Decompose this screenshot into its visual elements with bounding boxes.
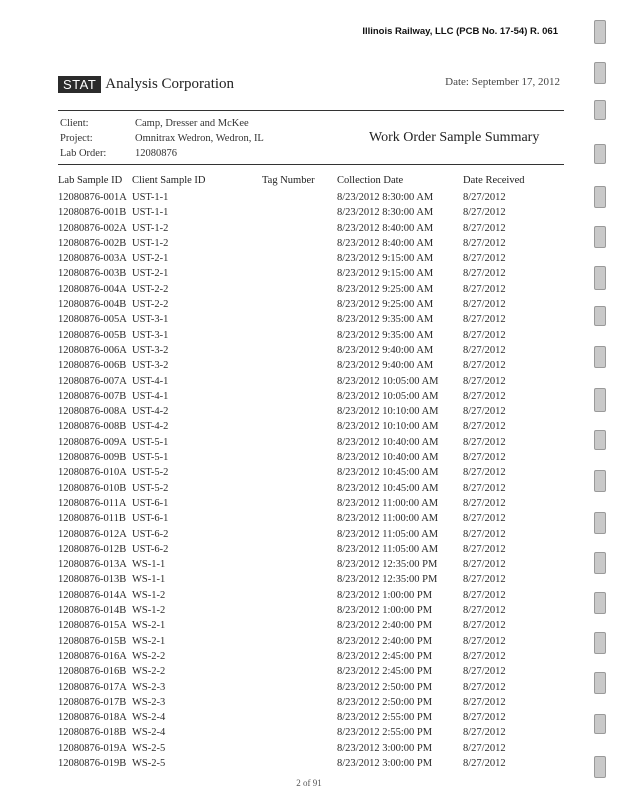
project-label: Project:: [60, 133, 93, 144]
collection-date-cell: 8/23/2012 9:25:00 AM: [337, 299, 434, 311]
collection-date-cell: 8/23/2012 8:40:00 AM: [337, 222, 434, 234]
table-row: [0, 588, 618, 603]
date-received-cell: 8/27/2012: [463, 528, 506, 540]
scan-edge-marker: [594, 266, 606, 290]
page-number: 2 of 91: [296, 778, 322, 788]
collection-date-cell: 8/23/2012 10:45:00 AM: [337, 482, 439, 494]
lab-sample-id-cell: 12080876-003B: [58, 268, 127, 280]
lab-sample-id-cell: 12080876-012B: [58, 543, 127, 555]
table-row: [0, 756, 618, 771]
collection-date-cell: 8/23/2012 10:05:00 AM: [337, 375, 439, 387]
scan-edge-marker: [594, 632, 606, 654]
table-row: [0, 190, 618, 205]
client-sample-id-cell: UST-1-2: [132, 222, 169, 234]
lab-order-value: 12080876: [135, 148, 177, 159]
company-logo: STAT: [58, 76, 101, 93]
date-received-cell: 8/27/2012: [463, 727, 506, 739]
table-row: [0, 496, 618, 511]
page-title: Work Order Sample Summary: [369, 130, 540, 145]
table-row: [0, 481, 618, 496]
table-row: [0, 435, 618, 450]
date-received-cell: 8/27/2012: [463, 299, 506, 311]
collection-date-cell: 8/23/2012 9:25:00 AM: [337, 283, 434, 295]
scan-edge-marker: [594, 226, 606, 248]
scan-edge-marker: [594, 346, 606, 368]
project-value: Omnitrax Wedron, Wedron, IL: [135, 133, 264, 144]
lab-sample-id-cell: 12080876-011B: [58, 513, 126, 525]
table-row: [0, 328, 618, 343]
collection-date-cell: 8/23/2012 2:40:00 PM: [337, 620, 433, 632]
client-sample-id-cell: UST-3-2: [132, 360, 169, 372]
client-sample-id-cell: WS-2-2: [132, 650, 166, 662]
table-row: [0, 527, 618, 542]
collection-date-cell: 8/23/2012 12:35:00 PM: [337, 559, 438, 571]
column-header-tag-number: Tag Number: [262, 175, 315, 186]
date-received-cell: 8/27/2012: [463, 742, 506, 754]
scan-edge-marker: [594, 512, 606, 534]
date-received-cell: 8/27/2012: [463, 650, 506, 662]
lab-sample-id-cell: 12080876-006B: [58, 360, 127, 372]
client-sample-id-cell: UST-2-1: [132, 253, 169, 265]
date-received-cell: 8/27/2012: [463, 253, 506, 265]
lab-sample-id-cell: 12080876-008A: [58, 406, 127, 418]
collection-date-cell: 8/23/2012 12:35:00 PM: [337, 574, 438, 586]
column-header-client-sample-id: Client Sample ID: [132, 175, 206, 186]
client-sample-id-cell: WS-1-2: [132, 605, 166, 617]
collection-date-cell: 8/23/2012 9:15:00 AM: [337, 253, 434, 265]
date-received-cell: 8/27/2012: [463, 452, 506, 464]
collection-date-cell: 8/23/2012 3:00:00 PM: [337, 757, 433, 769]
scan-edge-marker: [594, 100, 606, 120]
collection-date-cell: 8/23/2012 2:50:00 PM: [337, 681, 433, 693]
client-sample-id-cell: UST-2-2: [132, 283, 169, 295]
table-row: [0, 725, 618, 740]
client-sample-id-cell: UST-5-2: [132, 467, 169, 479]
date-received-cell: 8/27/2012: [463, 360, 506, 372]
collection-date-cell: 8/23/2012 8:40:00 AM: [337, 237, 434, 249]
table-row: [0, 404, 618, 419]
client-label: Client:: [60, 118, 89, 129]
date-received-cell: 8/27/2012: [463, 237, 506, 249]
collection-date-cell: 8/23/2012 10:40:00 AM: [337, 452, 439, 464]
date-received-cell: 8/27/2012: [463, 390, 506, 402]
table-row: [0, 236, 618, 251]
table-row: [0, 205, 618, 220]
date-received-cell: 8/27/2012: [463, 314, 506, 326]
collection-date-cell: 8/23/2012 9:15:00 AM: [337, 268, 434, 280]
collection-date-cell: 8/23/2012 2:50:00 PM: [337, 696, 433, 708]
collection-date-cell: 8/23/2012 9:40:00 AM: [337, 344, 434, 356]
client-sample-id-cell: UST-4-2: [132, 421, 169, 433]
company-name: Analysis Corporation: [105, 76, 235, 92]
table-row: [0, 221, 618, 236]
table-row: [0, 312, 618, 327]
date-received-cell: 8/27/2012: [463, 605, 506, 617]
date-received-cell: 8/27/2012: [463, 482, 506, 494]
date-received-cell: 8/27/2012: [463, 589, 506, 601]
lab-sample-id-cell: 12080876-009A: [58, 436, 127, 448]
lab-sample-id-cell: 12080876-019A: [58, 742, 127, 754]
client-sample-id-cell: UST-5-1: [132, 452, 169, 464]
collection-date-cell: 8/23/2012 9:35:00 AM: [337, 314, 434, 326]
lab-sample-id-cell: 12080876-010A: [58, 467, 127, 479]
table-row: [0, 450, 618, 465]
lab-sample-id-cell: 12080876-010B: [58, 482, 127, 494]
title-divider: [58, 164, 564, 165]
client-sample-id-cell: UST-5-2: [132, 482, 169, 494]
client-sample-id-cell: UST-1-1: [132, 207, 169, 219]
lab-sample-id-cell: 12080876-015B: [58, 635, 127, 647]
lab-sample-id-cell: 12080876-017B: [58, 696, 127, 708]
collection-date-cell: 8/23/2012 2:45:00 PM: [337, 650, 433, 662]
lab-sample-id-cell: 12080876-009B: [58, 452, 127, 464]
table-row: [0, 343, 618, 358]
lab-sample-id-cell: 12080876-014A: [58, 589, 127, 601]
scan-edge-marker: [594, 144, 606, 164]
client-sample-id-cell: UST-6-1: [132, 513, 169, 525]
lab-sample-id-cell: 12080876-004B: [58, 299, 127, 311]
lab-sample-id-cell: 12080876-006A: [58, 344, 127, 356]
client-sample-id-cell: UST-6-2: [132, 543, 169, 555]
date-received-cell: 8/27/2012: [463, 574, 506, 586]
collection-date-cell: 8/23/2012 11:00:00 AM: [337, 497, 439, 509]
client-sample-id-cell: WS-1-1: [132, 574, 166, 586]
collection-date-cell: 8/23/2012 10:40:00 AM: [337, 436, 439, 448]
table-row: [0, 710, 618, 725]
date-received-cell: 8/27/2012: [463, 497, 506, 509]
sample-table: [0, 190, 618, 771]
collection-date-cell: 8/23/2012 11:05:00 AM: [337, 528, 439, 540]
column-header-lab-sample-id: Lab Sample ID: [58, 175, 123, 186]
date-received-cell: 8/27/2012: [463, 421, 506, 433]
client-sample-id-cell: UST-2-2: [132, 299, 169, 311]
collection-date-cell: 8/23/2012 11:00:00 AM: [337, 513, 439, 525]
client-sample-id-cell: WS-2-2: [132, 666, 166, 678]
table-row: [0, 542, 618, 557]
lab-sample-id-cell: 12080876-007A: [58, 375, 127, 387]
scan-edge-marker: [594, 20, 606, 44]
report-date: Date: September 17, 2012: [445, 76, 560, 88]
date-received-cell: 8/27/2012: [463, 207, 506, 219]
lab-sample-id-cell: 12080876-012A: [58, 528, 127, 540]
client-sample-id-cell: UST-3-1: [132, 329, 169, 341]
client-sample-id-cell: UST-6-2: [132, 528, 169, 540]
lab-sample-id-cell: 12080876-008B: [58, 421, 127, 433]
lab-sample-id-cell: 12080876-016A: [58, 650, 127, 662]
lab-sample-id-cell: 12080876-013A: [58, 559, 127, 571]
collection-date-cell: 8/23/2012 8:30:00 AM: [337, 192, 434, 203]
column-header-date-received: Date Received: [463, 175, 525, 186]
scan-edge-marker: [594, 62, 606, 84]
date-received-cell: 8/27/2012: [463, 192, 506, 203]
collection-date-cell: 8/23/2012 2:40:00 PM: [337, 635, 433, 647]
lab-sample-id-cell: 12080876-001B: [58, 207, 127, 219]
date-received-cell: 8/27/2012: [463, 559, 506, 571]
lab-sample-id-cell: 12080876-005B: [58, 329, 127, 341]
lab-sample-id-cell: 12080876-002A: [58, 222, 127, 234]
client-sample-id-cell: UST-1-2: [132, 237, 169, 249]
client-value: Camp, Dresser and McKee: [135, 118, 249, 129]
table-row: [0, 358, 618, 373]
table-row: [0, 664, 618, 679]
scan-edge-marker: [594, 756, 606, 778]
date-received-cell: 8/27/2012: [463, 406, 506, 418]
collection-date-cell: 8/23/2012 11:05:00 AM: [337, 543, 439, 555]
client-sample-id-cell: WS-2-3: [132, 681, 166, 693]
collection-date-cell: 8/23/2012 10:05:00 AM: [337, 390, 439, 402]
table-row: [0, 251, 618, 266]
collection-date-cell: 8/23/2012 8:30:00 AM: [337, 207, 434, 219]
date-received-cell: 8/27/2012: [463, 513, 506, 525]
table-row: [0, 680, 618, 695]
lab-sample-id-cell: 12080876-011A: [58, 497, 127, 509]
lab-sample-id-cell: 12080876-013B: [58, 574, 127, 586]
date-received-cell: 8/27/2012: [463, 344, 506, 356]
client-sample-id-cell: UST-3-2: [132, 344, 169, 356]
client-sample-id-cell: WS-2-5: [132, 757, 166, 769]
date-received-cell: 8/27/2012: [463, 635, 506, 647]
table-row: [0, 695, 618, 710]
lab-sample-id-cell: 12080876-002B: [58, 237, 127, 249]
table-row: [0, 266, 618, 281]
scan-edge-marker: [594, 714, 606, 734]
table-row: [0, 572, 618, 587]
date-received-cell: 8/27/2012: [463, 712, 506, 724]
table-row: [0, 511, 618, 526]
scan-edge-marker: [594, 430, 606, 450]
lab-sample-id-cell: 12080876-015A: [58, 620, 127, 632]
date-received-cell: 8/27/2012: [463, 620, 506, 632]
date-received-cell: 8/27/2012: [463, 467, 506, 479]
lab-sample-id-cell: 12080876-018A: [58, 712, 127, 724]
client-sample-id-cell: UST-4-2: [132, 406, 169, 418]
lab-order-label: Lab Order:: [60, 148, 107, 159]
table-row: [0, 603, 618, 618]
client-sample-id-cell: UST-4-1: [132, 375, 169, 387]
client-sample-id-cell: WS-1-1: [132, 559, 166, 571]
client-sample-id-cell: UST-6-1: [132, 497, 169, 509]
table-row: [0, 297, 618, 312]
client-sample-id-cell: UST-5-1: [132, 436, 169, 448]
collection-date-cell: 8/23/2012 10:10:00 AM: [337, 421, 439, 433]
client-sample-id-cell: WS-2-4: [132, 727, 166, 739]
document-reference-header: Illinois Railway, LLC (PCB No. 17-54) R. 061: [362, 26, 558, 37]
client-sample-id-cell: WS-2-1: [132, 635, 166, 647]
client-sample-id-cell: UST-4-1: [132, 390, 169, 402]
table-row: [0, 649, 618, 664]
collection-date-cell: 8/23/2012 1:00:00 PM: [337, 589, 433, 601]
collection-date-cell: 8/23/2012 2:55:00 PM: [337, 712, 433, 724]
lab-sample-id-cell: 12080876-001A: [58, 192, 127, 203]
collection-date-cell: 8/23/2012 2:55:00 PM: [337, 727, 433, 739]
table-row: [0, 419, 618, 434]
lab-sample-id-cell: 12080876-018B: [58, 727, 127, 739]
table-row: [0, 557, 618, 572]
scan-edge-marker: [594, 470, 606, 492]
date-received-cell: 8/27/2012: [463, 681, 506, 693]
date-received-cell: 8/27/2012: [463, 329, 506, 341]
lab-sample-id-cell: 12080876-017A: [58, 681, 127, 693]
date-received-cell: 8/27/2012: [463, 543, 506, 555]
lab-sample-id-cell: 12080876-004A: [58, 283, 127, 295]
header-divider: [58, 110, 564, 111]
collection-date-cell: 8/23/2012 3:00:00 PM: [337, 742, 433, 754]
client-sample-id-cell: WS-2-1: [132, 620, 166, 632]
collection-date-cell: 8/23/2012 9:35:00 AM: [337, 329, 434, 341]
date-received-cell: 8/27/2012: [463, 696, 506, 708]
date-received-cell: 8/27/2012: [463, 375, 506, 387]
lab-sample-id-cell: 12080876-005A: [58, 314, 127, 326]
table-row: [0, 741, 618, 756]
company-brand: [58, 76, 234, 93]
table-row: [0, 465, 618, 480]
lab-sample-id-cell: 12080876-019B: [58, 757, 127, 769]
table-row: [0, 634, 618, 649]
table-row: [0, 374, 618, 389]
table-row: [0, 282, 618, 297]
client-sample-id-cell: WS-1-2: [132, 589, 166, 601]
scan-edge-marker: [594, 186, 606, 208]
lab-sample-id-cell: 12080876-016B: [58, 666, 127, 678]
client-sample-id-cell: WS-2-5: [132, 742, 166, 754]
client-sample-id-cell: UST-2-1: [132, 268, 169, 280]
scan-edge-marker: [594, 592, 606, 614]
collection-date-cell: 8/23/2012 10:10:00 AM: [337, 406, 439, 418]
scan-edge-marker: [594, 552, 606, 574]
column-header-collection-date: Collection Date: [337, 175, 404, 186]
scan-edge-marker: [594, 306, 606, 326]
table-row: [0, 389, 618, 404]
client-sample-id-cell: WS-2-3: [132, 696, 166, 708]
lab-sample-id-cell: 12080876-003A: [58, 253, 127, 265]
date-received-cell: 8/27/2012: [463, 222, 506, 234]
collection-date-cell: 8/23/2012 9:40:00 AM: [337, 360, 434, 372]
collection-date-cell: 8/23/2012 2:45:00 PM: [337, 666, 433, 678]
lab-sample-id-cell: 12080876-007B: [58, 390, 127, 402]
client-sample-id-cell: UST-1-1: [132, 192, 169, 203]
client-sample-id-cell: UST-3-1: [132, 314, 169, 326]
date-received-cell: 8/27/2012: [463, 757, 506, 769]
client-sample-id-cell: WS-2-4: [132, 712, 166, 724]
scan-edge-marker: [594, 672, 606, 694]
date-received-cell: 8/27/2012: [463, 268, 506, 280]
lab-sample-id-cell: 12080876-014B: [58, 605, 127, 617]
collection-date-cell: 8/23/2012 10:45:00 AM: [337, 467, 439, 479]
collection-date-cell: 8/23/2012 1:00:00 PM: [337, 605, 433, 617]
date-received-cell: 8/27/2012: [463, 666, 506, 678]
scan-edge-marker: [594, 388, 606, 412]
date-received-cell: 8/27/2012: [463, 283, 506, 295]
date-received-cell: 8/27/2012: [463, 436, 506, 448]
table-row: [0, 618, 618, 633]
